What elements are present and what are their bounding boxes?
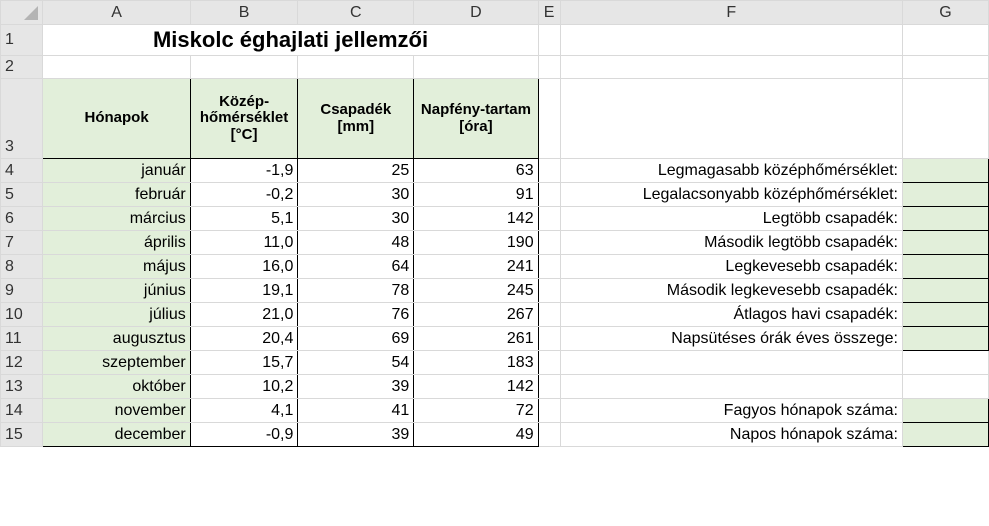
answer-cell[interactable] bbox=[903, 255, 989, 279]
row-header[interactable]: 9 bbox=[1, 279, 43, 303]
sunshine-cell[interactable]: 245 bbox=[414, 279, 538, 303]
table-row bbox=[1, 279, 989, 303]
cell[interactable] bbox=[414, 56, 538, 79]
question-label[interactable]: Fagyos hónapok száma: bbox=[560, 399, 902, 423]
cell[interactable] bbox=[538, 255, 560, 279]
table-row bbox=[1, 423, 989, 447]
temperature-cell[interactable]: 19,1 bbox=[190, 279, 298, 303]
table-row bbox=[1, 231, 989, 255]
answer-cell[interactable] bbox=[903, 159, 989, 183]
month-cell[interactable]: július bbox=[43, 303, 190, 327]
cell[interactable] bbox=[538, 303, 560, 327]
precipitation-cell[interactable]: 76 bbox=[298, 303, 414, 327]
row-header[interactable]: 3 bbox=[1, 79, 43, 159]
question-label[interactable]: Legalacsonyabb középhőmérséklet: bbox=[560, 183, 902, 207]
cell[interactable] bbox=[538, 375, 560, 399]
cell[interactable] bbox=[903, 25, 989, 56]
table-row bbox=[1, 375, 989, 399]
question-label[interactable]: Második legkevesebb csapadék: bbox=[560, 279, 902, 303]
row-header[interactable]: 10 bbox=[1, 303, 43, 327]
precipitation-cell[interactable]: 30 bbox=[298, 183, 414, 207]
column-header-c[interactable]: C bbox=[298, 1, 414, 25]
month-cell[interactable]: január bbox=[43, 159, 190, 183]
answer-cell[interactable] bbox=[903, 327, 989, 351]
sunshine-cell[interactable]: 241 bbox=[414, 255, 538, 279]
precipitation-cell[interactable]: 30 bbox=[298, 207, 414, 231]
row-header[interactable]: 2 bbox=[1, 56, 43, 79]
cell[interactable] bbox=[538, 351, 560, 375]
answer-cell[interactable] bbox=[903, 183, 989, 207]
table-row bbox=[1, 183, 989, 207]
header-month[interactable]: Hónapok bbox=[43, 79, 190, 159]
temperature-cell[interactable]: 11,0 bbox=[190, 231, 298, 255]
sheet-row bbox=[1, 79, 989, 159]
question-label[interactable]: Legmagasabb középhőmérséklet: bbox=[560, 159, 902, 183]
row-header[interactable]: 4 bbox=[1, 159, 43, 183]
column-header-f[interactable]: F bbox=[560, 1, 902, 25]
cell[interactable] bbox=[903, 375, 989, 399]
temperature-cell[interactable]: 21,0 bbox=[190, 303, 298, 327]
cell[interactable] bbox=[538, 231, 560, 255]
month-cell[interactable]: október bbox=[43, 375, 190, 399]
cell[interactable] bbox=[538, 183, 560, 207]
sheet-row bbox=[1, 25, 989, 56]
answer-cell[interactable] bbox=[903, 423, 989, 447]
precipitation-cell[interactable]: 64 bbox=[298, 255, 414, 279]
temperature-cell[interactable]: -0,9 bbox=[190, 423, 298, 447]
temperature-cell[interactable]: 5,1 bbox=[190, 207, 298, 231]
question-label[interactable]: Legkevesebb csapadék: bbox=[560, 255, 902, 279]
month-cell[interactable]: augusztus bbox=[43, 327, 190, 351]
temperature-cell[interactable]: -1,9 bbox=[190, 159, 298, 183]
temperature-cell[interactable]: -0,2 bbox=[190, 183, 298, 207]
precipitation-cell[interactable]: 41 bbox=[298, 399, 414, 423]
table-row bbox=[1, 207, 989, 231]
sheet-title[interactable]: Miskolc éghajlati jellemzői bbox=[43, 25, 538, 56]
cell[interactable] bbox=[903, 351, 989, 375]
sunshine-cell[interactable]: 142 bbox=[414, 207, 538, 231]
cell[interactable] bbox=[538, 56, 560, 79]
sunshine-cell[interactable]: 49 bbox=[414, 423, 538, 447]
column-header-g[interactable]: G bbox=[903, 1, 989, 25]
column-header-a[interactable]: A bbox=[43, 1, 190, 25]
precipitation-cell[interactable]: 39 bbox=[298, 423, 414, 447]
cell[interactable] bbox=[560, 25, 902, 56]
row-header[interactable]: 1 bbox=[1, 25, 43, 56]
question-label[interactable]: Átlagos havi csapadék: bbox=[560, 303, 902, 327]
month-cell[interactable]: november bbox=[43, 399, 190, 423]
cell[interactable] bbox=[560, 375, 902, 399]
header-precipitation[interactable]: Csapadék [mm] bbox=[298, 79, 414, 159]
precipitation-cell[interactable]: 48 bbox=[298, 231, 414, 255]
answer-cell[interactable] bbox=[903, 303, 989, 327]
column-header-row bbox=[1, 1, 989, 25]
question-label[interactable]: Napos hónapok száma: bbox=[560, 423, 902, 447]
temperature-cell[interactable]: 10,2 bbox=[190, 375, 298, 399]
column-header-d[interactable]: D bbox=[414, 1, 538, 25]
month-cell[interactable]: május bbox=[43, 255, 190, 279]
temperature-cell[interactable]: 15,7 bbox=[190, 351, 298, 375]
answer-cell[interactable] bbox=[903, 207, 989, 231]
cell[interactable] bbox=[298, 56, 414, 79]
row-header[interactable]: 6 bbox=[1, 207, 43, 231]
column-header-b[interactable]: B bbox=[190, 1, 298, 25]
cell[interactable] bbox=[538, 25, 560, 56]
precipitation-cell[interactable]: 54 bbox=[298, 351, 414, 375]
row-header[interactable]: 8 bbox=[1, 255, 43, 279]
cell[interactable] bbox=[43, 56, 190, 79]
answer-cell[interactable] bbox=[903, 231, 989, 255]
cell[interactable] bbox=[538, 327, 560, 351]
sunshine-cell[interactable]: 142 bbox=[414, 375, 538, 399]
question-label[interactable]: Legtöbb csapadék: bbox=[560, 207, 902, 231]
row-header[interactable]: 13 bbox=[1, 375, 43, 399]
cell[interactable] bbox=[560, 351, 902, 375]
header-temperature[interactable]: Közép-hőmérséklet [°C] bbox=[190, 79, 298, 159]
sunshine-cell[interactable]: 183 bbox=[414, 351, 538, 375]
precipitation-cell[interactable]: 39 bbox=[298, 375, 414, 399]
cell[interactable] bbox=[903, 79, 989, 159]
cell[interactable] bbox=[538, 279, 560, 303]
sunshine-cell[interactable]: 91 bbox=[414, 183, 538, 207]
precipitation-cell[interactable]: 25 bbox=[298, 159, 414, 183]
cell[interactable] bbox=[190, 56, 298, 79]
sunshine-cell[interactable]: 267 bbox=[414, 303, 538, 327]
header-sunshine[interactable]: Napfény-tartam [óra] bbox=[414, 79, 538, 159]
row-header[interactable]: 5 bbox=[1, 183, 43, 207]
month-cell[interactable]: szeptember bbox=[43, 351, 190, 375]
temperature-cell[interactable]: 20,4 bbox=[190, 327, 298, 351]
cell[interactable] bbox=[538, 423, 560, 447]
table-row bbox=[1, 159, 989, 183]
table-row bbox=[1, 255, 989, 279]
column-header-e[interactable]: E bbox=[538, 1, 560, 25]
month-cell[interactable]: december bbox=[43, 423, 190, 447]
month-cell[interactable]: június bbox=[43, 279, 190, 303]
table-row bbox=[1, 327, 989, 351]
row-header[interactable]: 15 bbox=[1, 423, 43, 447]
sunshine-cell[interactable]: 190 bbox=[414, 231, 538, 255]
row-header[interactable]: 12 bbox=[1, 351, 43, 375]
table-row bbox=[1, 351, 989, 375]
month-cell[interactable]: április bbox=[43, 231, 190, 255]
table-row bbox=[1, 303, 989, 327]
month-cell[interactable]: február bbox=[43, 183, 190, 207]
sheet-row bbox=[1, 56, 989, 79]
sunshine-cell[interactable]: 261 bbox=[414, 327, 538, 351]
cell[interactable] bbox=[538, 79, 560, 159]
table-row bbox=[1, 399, 989, 423]
question-label[interactable]: Második legtöbb csapadék: bbox=[560, 231, 902, 255]
cell[interactable] bbox=[903, 56, 989, 79]
sunshine-cell[interactable]: 72 bbox=[414, 399, 538, 423]
temperature-cell[interactable]: 16,0 bbox=[190, 255, 298, 279]
month-cell[interactable]: március bbox=[43, 207, 190, 231]
row-header[interactable]: 11 bbox=[1, 327, 43, 351]
precipitation-cell[interactable]: 69 bbox=[298, 327, 414, 351]
row-header[interactable]: 14 bbox=[1, 399, 43, 423]
row-header[interactable]: 7 bbox=[1, 231, 43, 255]
cell[interactable] bbox=[538, 159, 560, 183]
cell[interactable] bbox=[538, 207, 560, 231]
precipitation-cell[interactable]: 78 bbox=[298, 279, 414, 303]
cell[interactable] bbox=[560, 56, 902, 79]
cell[interactable] bbox=[538, 399, 560, 423]
sunshine-cell[interactable]: 63 bbox=[414, 159, 538, 183]
answer-cell[interactable] bbox=[903, 279, 989, 303]
answer-cell[interactable] bbox=[903, 399, 989, 423]
temperature-cell[interactable]: 4,1 bbox=[190, 399, 298, 423]
select-all-corner[interactable] bbox=[1, 1, 43, 25]
question-label[interactable]: Napsütéses órák éves összege: bbox=[560, 327, 902, 351]
cell[interactable] bbox=[560, 79, 902, 159]
